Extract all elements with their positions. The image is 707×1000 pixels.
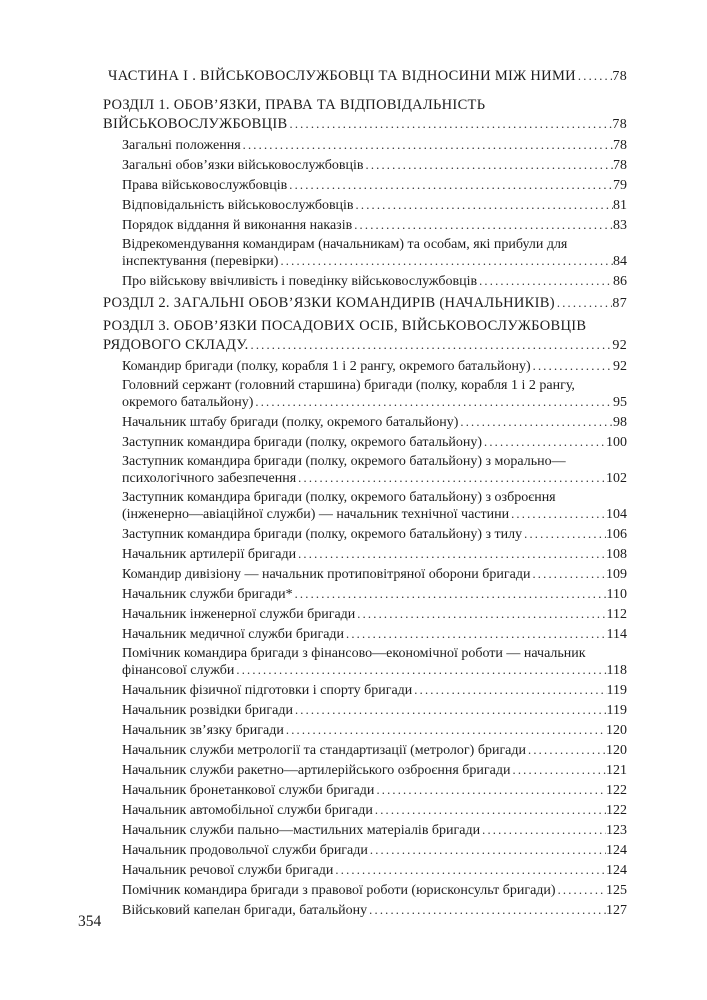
- toc-entry-text: Військовий капелан бригади, батальйону: [122, 903, 368, 918]
- toc-entry-text: Начальник артилерії бригади: [122, 547, 297, 562]
- toc-page-ref: 86: [613, 274, 627, 289]
- dot-leader: [287, 177, 613, 194]
- dot-leader: [364, 157, 614, 174]
- toc-page-ref: 106: [606, 527, 627, 542]
- toc-entry: [122, 157, 627, 174]
- toc-entry: [122, 742, 627, 759]
- toc-entry-text: Заступник командира бригади (полку, окремого батальйону) з озброєння: [122, 490, 556, 505]
- toc-page-ref: 119: [606, 683, 627, 698]
- toc-entry: [103, 294, 627, 313]
- toc-entry-text: Загальні положення: [122, 138, 241, 153]
- dot-leader: [522, 526, 606, 543]
- table-of-contents: [103, 66, 627, 922]
- toc-page-ref: 118: [606, 663, 627, 678]
- dot-leader: [355, 606, 606, 623]
- toc-page-ref: 122: [606, 783, 627, 798]
- dot-leader: [293, 702, 607, 719]
- toc-entry-text: ЧАСТИНА І . ВІЙСЬКОВОСЛУЖБОВЦІ ТА ВІДНОСИНИ МІЖ НИМИ: [108, 68, 576, 84]
- toc-page-ref: 104: [606, 507, 627, 522]
- dot-leader: [373, 802, 606, 819]
- toc-entry: [122, 586, 627, 603]
- toc-entry: [122, 378, 627, 411]
- toc-entry: [103, 317, 627, 355]
- toc-entry: [122, 490, 627, 523]
- toc-entry-text: Начальник продовольчої служби бригади: [122, 843, 368, 858]
- toc-page-ref: 120: [606, 723, 627, 738]
- toc-entry: [122, 177, 627, 194]
- toc-page-ref: 98: [613, 415, 627, 430]
- toc-entry-text: Заступник командира бригади (полку, окремого батальйону) з тилу: [122, 527, 523, 542]
- dot-leader: [509, 506, 606, 523]
- toc-entry: [122, 434, 627, 451]
- toc-page-ref: 122: [606, 803, 627, 818]
- toc-entry: [122, 546, 627, 563]
- toc-page-ref: 110: [606, 587, 627, 602]
- toc-entry: [122, 762, 627, 779]
- toc-entry-text: окремого батальйону): [122, 395, 254, 410]
- toc-page-ref: 123: [606, 823, 627, 838]
- toc-entry-text: ВІЙСЬКОВОСЛУЖБОВЦІВ: [103, 116, 288, 132]
- dot-leader: [412, 682, 606, 699]
- dot-leader: [249, 336, 613, 355]
- dot-leader: [288, 115, 613, 134]
- toc-page-ref: 114: [606, 627, 627, 642]
- toc-page-ref: 87: [612, 296, 627, 311]
- toc-entry: [122, 882, 627, 899]
- dot-leader: [530, 566, 606, 583]
- dot-leader: [511, 762, 607, 779]
- toc-entry-text: Начальник служби ракетно—артилерійського озброєння бригади: [122, 763, 511, 778]
- dot-leader: [482, 434, 606, 451]
- toc-page-ref: 92: [613, 359, 627, 374]
- dot-leader: [367, 902, 606, 919]
- dot-leader: [278, 253, 613, 270]
- toc-entry-text: Заступник командира бригади (полку, окремого батальйону) з морально—: [122, 454, 566, 469]
- toc-page-ref: 95: [613, 395, 627, 410]
- dot-leader: [253, 394, 613, 411]
- dot-leader: [477, 273, 613, 290]
- toc-entry-text: Начальник служби бригади*: [122, 587, 293, 602]
- toc-entry: [122, 606, 627, 623]
- toc-entry-text: Відповідальність військовослужбовців: [122, 198, 354, 213]
- dot-leader: [293, 586, 607, 603]
- dot-leader: [354, 197, 613, 214]
- toc-entry-text: Про військову ввічливість і поведінку військовослужбовців: [122, 274, 478, 289]
- dot-leader: [241, 137, 613, 154]
- toc-entry-text: Помічник командира бригади з фінансово—економічної роботи — начальник: [122, 646, 586, 661]
- toc-entry-text: Начальник зв’язку бригади: [122, 723, 284, 738]
- toc-entry-text: Заступник командира бригади (полку, окремого батальйону): [122, 435, 483, 450]
- toc-entry: [122, 902, 627, 919]
- dot-leader: [296, 470, 606, 487]
- toc-entry-text: РЯДОВОГО СКЛАДУ.: [103, 337, 249, 353]
- toc-entry-text: Начальник інженерної служби бригади: [122, 607, 356, 622]
- dot-leader: [284, 722, 606, 739]
- toc-entry: [122, 682, 627, 699]
- toc-entry: [122, 842, 627, 859]
- toc-entry-text: Головний сержант (головний старшина) бригади (полку, корабля 1 і 2 рангу,: [122, 378, 575, 393]
- toc-page-ref: 78: [612, 69, 627, 84]
- toc-page-ref: 127: [606, 903, 627, 918]
- toc-entry-text: фінансової служби: [122, 663, 235, 678]
- dot-leader: [374, 782, 606, 799]
- dot-leader: [526, 742, 606, 759]
- toc-entry-text: Начальник речової служби бригади: [122, 863, 334, 878]
- toc-entry: [122, 802, 627, 819]
- toc-entry-text: Начальник автомобільної служби бригади: [122, 803, 373, 818]
- toc-page-ref: 79: [613, 178, 627, 193]
- toc-page-ref: 84: [613, 254, 627, 269]
- toc-page-ref: 124: [606, 843, 627, 858]
- toc-entry: [122, 237, 627, 270]
- toc-page-ref: 121: [606, 763, 627, 778]
- toc-entry: [122, 822, 627, 839]
- toc-entry: [122, 722, 627, 739]
- dot-leader: [344, 626, 606, 643]
- toc-entry: [122, 702, 627, 719]
- toc-entry-text: Начальник служби пально—мастильних матеріалів бригади: [122, 823, 481, 838]
- dot-leader: [352, 217, 613, 234]
- toc-page-ref: 120: [606, 743, 627, 758]
- toc-entry-text: Начальник служби метрології та стандартизації (метролог) бригади: [122, 743, 527, 758]
- toc-entry: [122, 217, 627, 234]
- toc-entry-text: Помічник командира бригади з правової роботи (юрисконсульт бригади): [122, 883, 556, 898]
- toc-entry: [122, 526, 627, 543]
- toc-entry-text: Начальник розвідки бригади: [122, 703, 293, 718]
- dot-leader: [458, 414, 613, 431]
- toc-entry-text: Начальник фізичної підготовки і спорту бригади: [122, 683, 413, 698]
- toc-page-ref: 109: [606, 567, 627, 582]
- toc-entry: [108, 66, 627, 87]
- toc-page-ref: 78: [613, 158, 627, 173]
- toc-page-ref: 125: [606, 883, 627, 898]
- toc-entry: [122, 862, 627, 879]
- toc-entry-text: Порядок віддання й виконання наказів: [122, 218, 353, 233]
- footer-page-number: 354: [78, 913, 102, 930]
- toc-page-ref: 119: [606, 703, 627, 718]
- toc-entry: [122, 273, 627, 290]
- toc-entry-text: Начальник штабу бригади (полку, окремого батальйону): [122, 415, 459, 430]
- toc-entry-text: Відрекомендування командирам (начальникам) та особам, які прибули для: [122, 237, 568, 252]
- dot-leader: [368, 842, 606, 859]
- toc-entry-text: РОЗДІЛ 2. ЗАГАЛЬНІ ОБОВ’ЯЗКИ КОМАНДИРІВ (НАЧАЛЬНИКІВ): [103, 295, 555, 311]
- toc-entry-text: психологічного забезпечення: [122, 471, 297, 486]
- toc-page-ref: 108: [606, 547, 627, 562]
- toc-page-ref: 78: [612, 117, 627, 132]
- toc-page-ref: 81: [613, 198, 627, 213]
- dot-leader: [576, 66, 612, 86]
- toc-page-ref: 102: [606, 471, 627, 486]
- toc-entry-text: РОЗДІЛ 3. ОБОВ’ЯЗКИ ПОСАДОВИХ ОСІБ, ВІЙСЬКОВОСЛУЖБОВЦІВ: [103, 318, 587, 334]
- toc-entry-text: Начальник медичної служби бригади: [122, 627, 345, 642]
- dot-leader: [296, 546, 606, 563]
- toc-entry: [122, 197, 627, 214]
- toc-entry-text: (інженерно—авіаційної служби) — начальник технічної частини: [122, 507, 510, 522]
- toc-entry-text: Командир бригади (полку, корабля 1 і 2 рангу, окремого батальйону): [122, 359, 531, 374]
- toc-entry: [122, 782, 627, 799]
- toc-entry: [122, 414, 627, 431]
- toc-entry-text: інспектування (перевірки): [122, 254, 279, 269]
- toc-entry: [122, 626, 627, 643]
- dot-leader: [531, 358, 613, 375]
- toc-page-ref: 83: [613, 218, 627, 233]
- toc-page-ref: 92: [612, 338, 627, 353]
- toc-entry-text: Начальник бронетанкової служби бригади: [122, 783, 375, 798]
- toc-entry-text: РОЗДІЛ 1. ОБОВ’ЯЗКИ, ПРАВА ТА ВІДПОВІДАЛЬНІСТЬ: [103, 97, 486, 113]
- toc-page-ref: 112: [606, 607, 627, 622]
- dot-leader: [333, 862, 606, 879]
- toc-page-ref: 78: [613, 138, 627, 153]
- dot-leader: [480, 822, 606, 839]
- dot-leader: [555, 294, 613, 313]
- toc-entry-text: Загальні обов’язки військовослужбовців: [122, 158, 364, 173]
- toc-page-ref: 124: [606, 863, 627, 878]
- toc-entry-text: Командир дивізіону — начальник протиповітряної оборони бригади: [122, 567, 531, 582]
- toc-entry-text: Права військовослужбовців: [122, 178, 288, 193]
- toc-entry: [122, 566, 627, 583]
- dot-leader: [234, 662, 606, 679]
- dot-leader: [556, 882, 606, 899]
- toc-entry: [122, 137, 627, 154]
- toc-entry: [122, 646, 627, 679]
- toc-entry: [122, 358, 627, 375]
- toc-entry: [103, 96, 627, 134]
- toc-entry: [122, 454, 627, 487]
- toc-page-ref: 100: [606, 435, 627, 450]
